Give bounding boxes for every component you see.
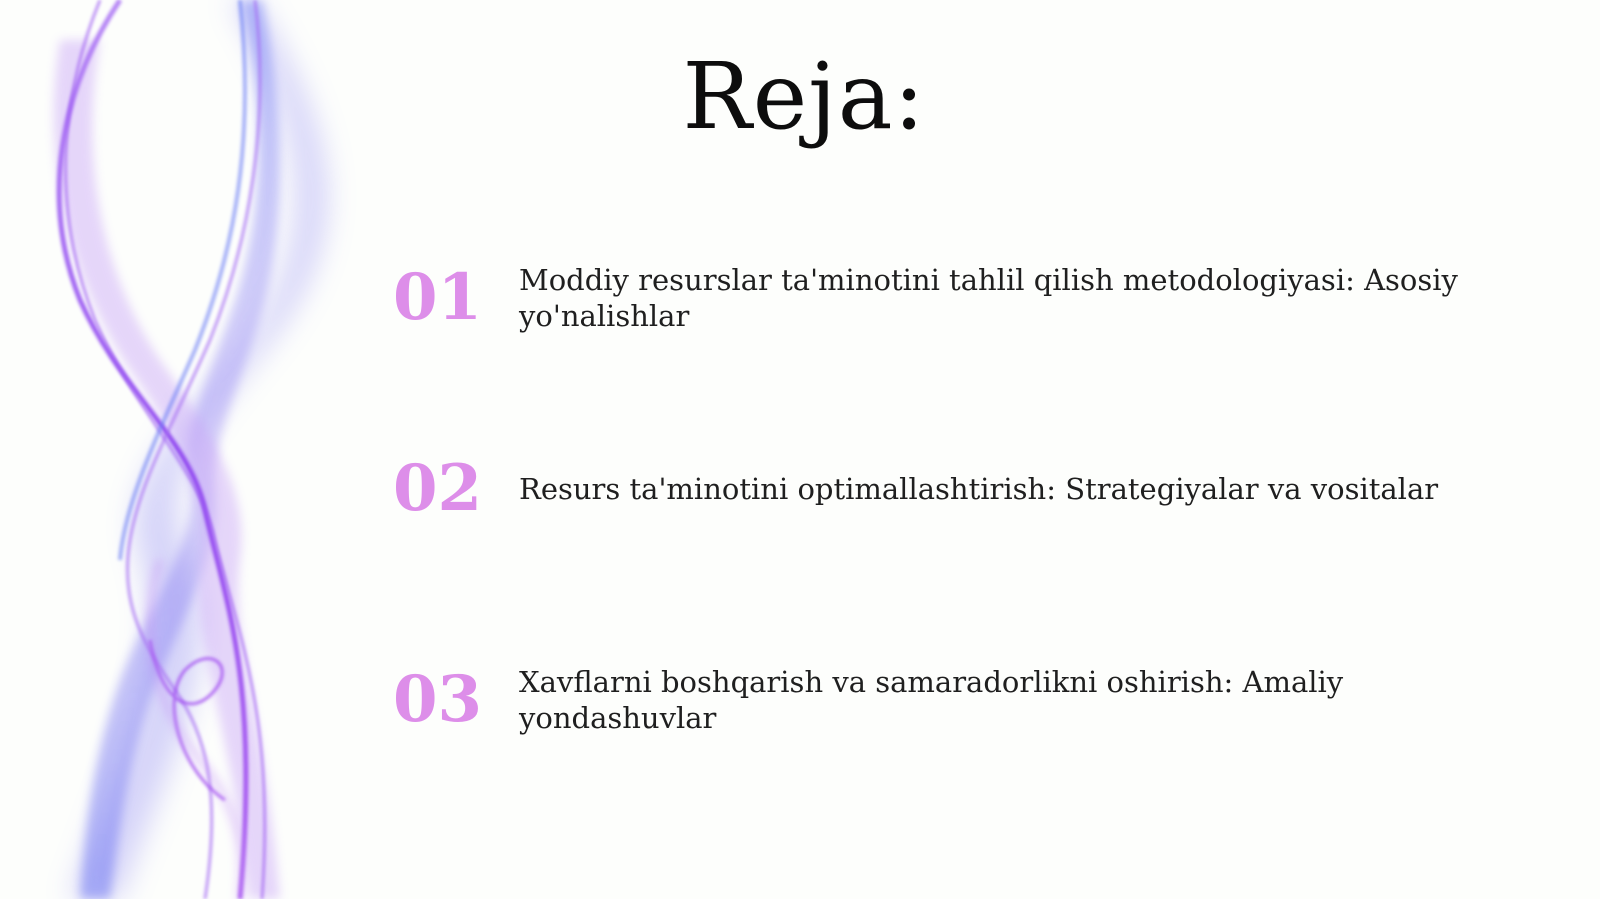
agenda-number: 02	[393, 451, 483, 526]
agenda-text: Xavflarni boshqarish va samaradorlikni oshirish: Amaliy yondashuvlar	[519, 665, 1344, 735]
agenda-number: 01	[393, 260, 483, 335]
agenda-text: Moddiy resurslar ta'minotini tahlil qilish metodologiyasi: Asosiy yo'nalishlar	[519, 263, 1458, 333]
agenda-item	[393, 453, 1503, 525]
agenda-item	[393, 262, 1503, 334]
agenda-number: 03	[393, 662, 483, 737]
agenda-item	[393, 664, 1503, 736]
agenda-text: Resurs ta'minotini optimallashtirish: Strategiyalar va vositalar	[519, 472, 1439, 506]
slide-title: Reja:	[682, 43, 926, 150]
